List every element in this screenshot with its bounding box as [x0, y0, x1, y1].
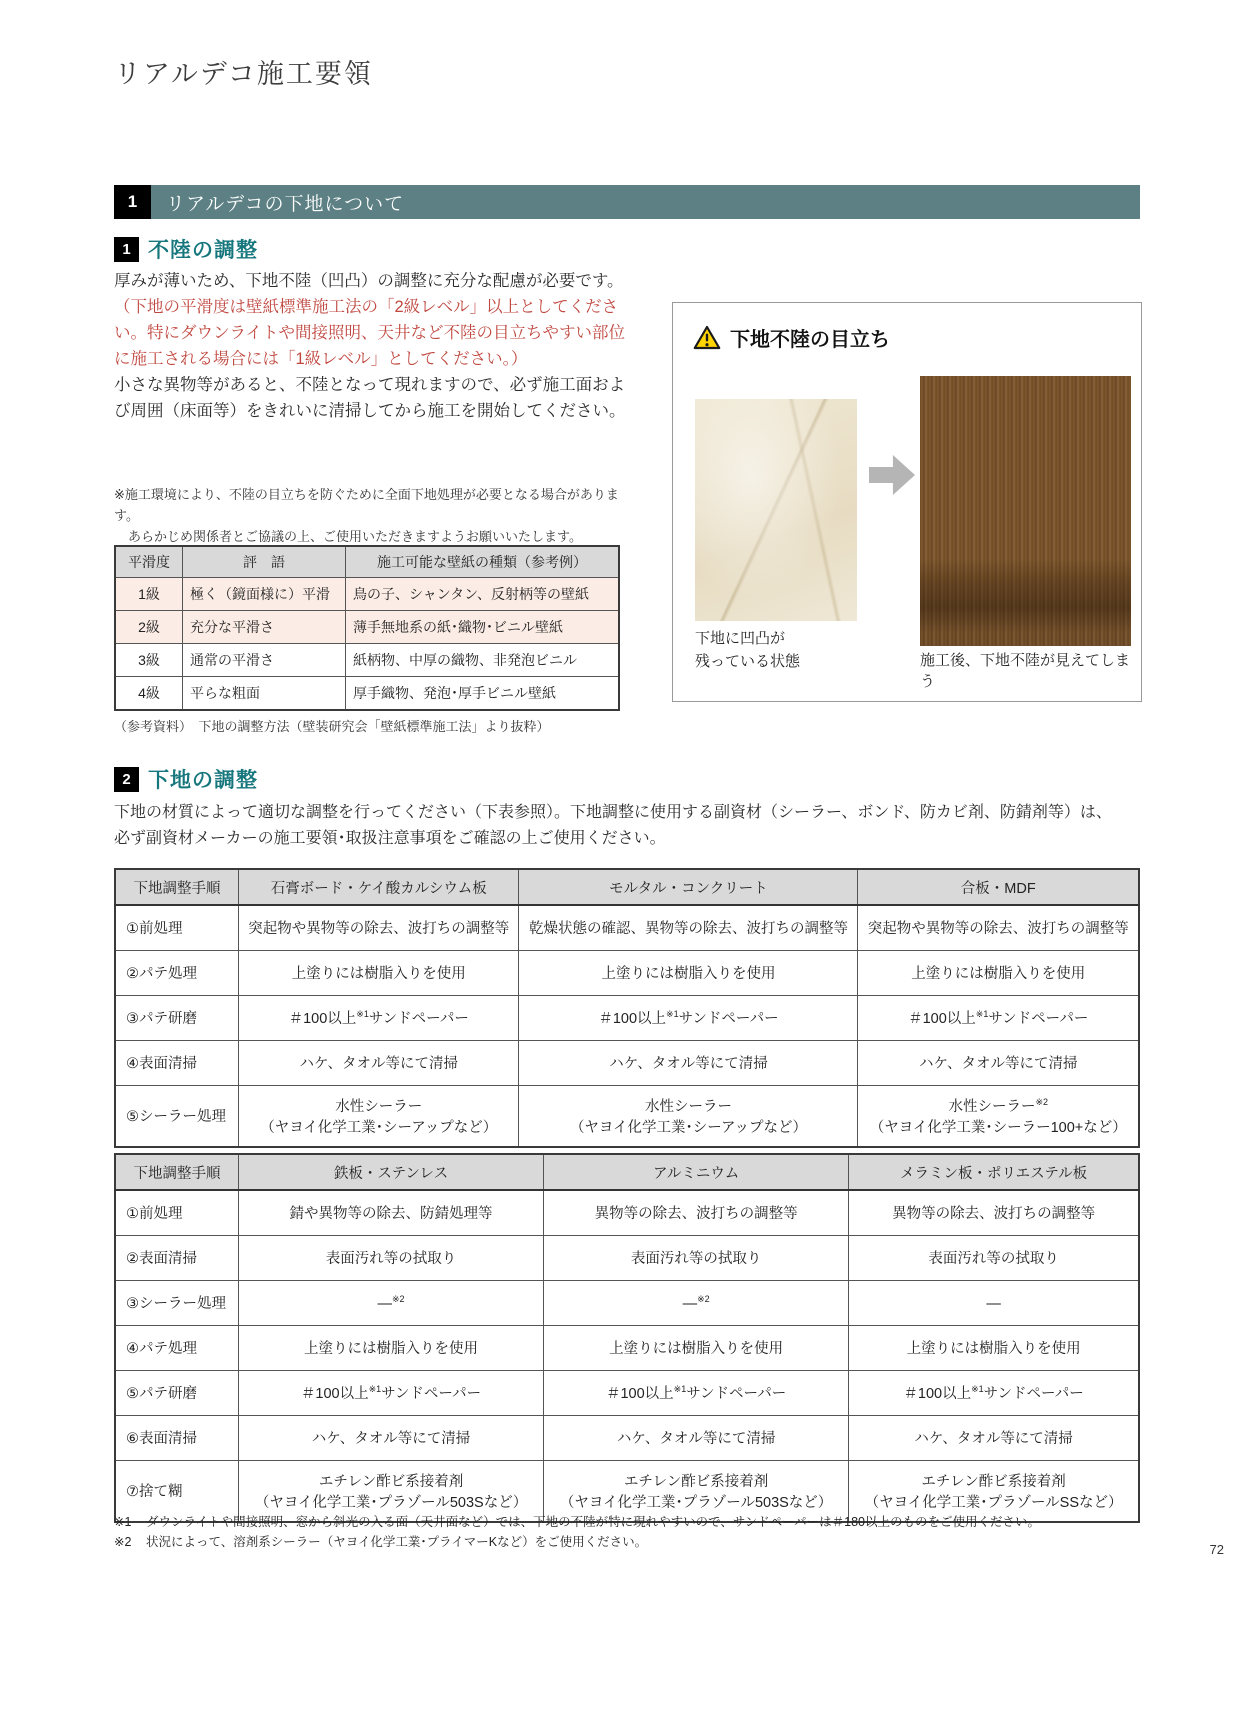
column-header: アルミニウム: [544, 1154, 849, 1190]
table-cell: 上塗りには樹脂入りを使用: [849, 1325, 1139, 1370]
table-cell: 異物等の除去、波打ちの調整等: [544, 1190, 849, 1235]
table-cell: 平らな粗面: [183, 677, 346, 711]
table-row: [115, 1085, 1139, 1147]
table-cell: 厚手織物、発泡･厚手ビニル壁紙: [346, 677, 620, 711]
right-photo-caption: 施工後、下地不陸が見えてしまう: [920, 652, 1131, 690]
substrate-adjust-intro: [114, 800, 1144, 852]
column-header: 鉄板・ステンレス: [239, 1154, 544, 1190]
table-cell: 鳥の子、シャンタン、反射柄等の壁紙: [346, 578, 620, 611]
column-header: 評 語: [183, 546, 346, 578]
table-cell: 紙柄物、中厚の織物、非発泡ビニル: [346, 644, 620, 677]
table-cell: ＃100以上$^{※1}$サンドペーパー: [858, 995, 1139, 1040]
footnote-line: [114, 1532, 1146, 1552]
column-header: モルタル・コンクリート: [519, 869, 858, 905]
section-number-badge: 1: [114, 185, 151, 219]
step-cell: ③パテ研磨: [115, 995, 239, 1040]
footnotes: [114, 1512, 1146, 1552]
finished-surface-photo: [920, 376, 1131, 646]
table-cell: —$^{※2}$: [544, 1280, 849, 1325]
column-header: 下地調整手順: [115, 869, 239, 905]
caption-line: 下地に凹凸が: [695, 630, 786, 647]
table-cell: 3級: [115, 644, 183, 677]
uneven-substrate-photo: [695, 399, 857, 621]
table-cell: —: [849, 1280, 1139, 1325]
table-row: [115, 1370, 1139, 1415]
table-cell: 上塗りには樹脂入りを使用: [239, 950, 519, 995]
table-row: [115, 905, 1139, 950]
table-cell: 異物等の除去、波打ちの調整等: [849, 1190, 1139, 1235]
step-cell: ②パテ処理: [115, 950, 239, 995]
table-cell: 水性シーラー （ヤヨイ化学工業･シーアップなど）: [519, 1085, 858, 1147]
table-cell: ＃100以上$^{※1}$サンドペーパー: [849, 1370, 1139, 1415]
table-cell: 2級: [115, 611, 183, 644]
column-header: 平滑度: [115, 546, 183, 578]
step-cell: ⑥表面清掃: [115, 1415, 239, 1460]
table-cell: —$^{※2}$: [239, 1280, 544, 1325]
column-header: 石膏ボード・ケイ酸カルシウム板: [239, 869, 519, 905]
callout-title: [693, 323, 890, 352]
table-row: [115, 1235, 1139, 1280]
table-cell: エチレン酢ビ系接着剤 （ヤヨイ化学工業･プラゾール503Sなど）: [544, 1460, 849, 1522]
step-cell: ④表面清掃: [115, 1040, 239, 1085]
table-row: [115, 611, 619, 644]
table-cell: ハケ、タオル等にて清掃: [858, 1040, 1139, 1085]
subsection-2-number-badge: 2: [114, 767, 139, 792]
table-cell: 水性シーラー （ヤヨイ化学工業･シーアップなど）: [239, 1085, 519, 1147]
column-header: メラミン板・ポリエステル板: [849, 1154, 1139, 1190]
table-row: [115, 677, 619, 711]
note-line: あらかじめ関係者とご協議の上、ご使用いただきますようお願いいたします。: [128, 529, 582, 544]
table-row: [115, 1415, 1139, 1460]
table-cell: 1級: [115, 578, 183, 611]
section-title: リアルデコの下地について: [151, 185, 1140, 219]
table-cell: ハケ、タオル等にて清掃: [519, 1040, 858, 1085]
column-header: 下地調整手順: [115, 1154, 239, 1190]
table-row: [115, 1325, 1139, 1370]
table-cell: ハケ、タオル等にて清掃: [544, 1415, 849, 1460]
subsection-2-heading: [114, 764, 258, 794]
page-number: 72: [1209, 1542, 1224, 1557]
step-cell: ①前処理: [115, 1190, 239, 1235]
step-cell: ④パテ処理: [115, 1325, 239, 1370]
table-row: [115, 578, 619, 611]
table-row: [115, 1190, 1139, 1235]
step-cell: ②表面清掃: [115, 1235, 239, 1280]
table-cell: ＃100以上$^{※1}$サンドペーパー: [239, 995, 519, 1040]
footnote-mark: ※1: [114, 1515, 132, 1529]
footnote-text: 状況によって、溶剤系シーラー（ヤヨイ化学工業･プライマーKなど）をご使用ください。: [146, 1535, 648, 1549]
column-header: 施工可能な壁紙の種類（参考例）: [346, 546, 620, 578]
reference-caption: （参考資料） 下地の調整方法（壁装研究会「壁紙標準施工法」より抜粋）: [114, 719, 550, 734]
footnote-line: [114, 1512, 1146, 1532]
unevenness-example-box: [672, 302, 1142, 702]
table-row: [115, 1280, 1139, 1325]
right-arrow-icon: [869, 455, 915, 495]
table-cell: エチレン酢ビ系接着剤 （ヤヨイ化学工業･プラゾール503Sなど）: [239, 1460, 544, 1522]
table-cell: 薄手無地系の紙･織物･ビニル壁紙: [346, 611, 620, 644]
intro-line: 下地の材質によって適切な調整を行ってください（下表参照）。下地調整に使用する副資材（シーラー、ボンド、防カビ剤、防錆剤等）は、: [114, 804, 1112, 821]
table-header-row: [115, 869, 1139, 905]
table-cell: 上塗りには樹脂入りを使用: [239, 1325, 544, 1370]
table-cell: 突起物や異物等の除去、波打ちの調整等: [858, 905, 1139, 950]
step-cell: ①前処理: [115, 905, 239, 950]
subsection-1-number-badge: 1: [114, 237, 139, 262]
table-cell: 4級: [115, 677, 183, 711]
table-cell: エチレン酢ビ系接着剤 （ヤヨイ化学工業･プラゾールSSなど）: [849, 1460, 1139, 1522]
table-cell: 極く（鏡面様に）平滑: [183, 578, 346, 611]
table-cell: ハケ、タオル等にて清掃: [239, 1415, 544, 1460]
smoothness-grade-table: [114, 545, 620, 711]
table-cell: ハケ、タオル等にて清掃: [849, 1415, 1139, 1460]
table-cell: 錆や異物等の除去、防錆処理等: [239, 1190, 544, 1235]
table-cell: ＃100以上$^{※1}$サンドペーパー: [239, 1370, 544, 1415]
left-photo-caption: [695, 627, 800, 673]
table-cell: 突起物や異物等の除去、波打ちの調整等: [239, 905, 519, 950]
table-cell: 通常の平滑さ: [183, 644, 346, 677]
table-row: [115, 1040, 1139, 1085]
subsection-1-title: 不陸の調整: [148, 239, 258, 262]
footnote-text: ダウンライトや間接照明、窓から斜光の入る面（天井面など）では、下地の不陸が特に現れやすいので、サンドペーパーは＃180以上のものをご使用ください。: [146, 1515, 1040, 1529]
step-cell: ⑤シーラー処理: [115, 1085, 239, 1147]
table-cell: 上塗りには樹脂入りを使用: [858, 950, 1139, 995]
page-title: リアルデコ施工要領: [114, 59, 373, 89]
table-cell: 上塗りには樹脂入りを使用: [544, 1325, 849, 1370]
step-cell: ③シーラー処理: [115, 1280, 239, 1325]
table-row: [115, 995, 1139, 1040]
subsection-2-title: 下地の調整: [148, 769, 258, 792]
footnote-mark: ※2: [114, 1535, 132, 1549]
table-cell: 表面汚れ等の拭取り: [239, 1235, 544, 1280]
caption-line: 残っている状態: [695, 653, 801, 670]
warning-icon: [693, 325, 721, 350]
paragraph: 小さな異物等があると、不陸となって現れますので、必ず施工面および周囲（床面等）をきれいに清掃してから施工を開始してください。: [114, 376, 626, 420]
table-cell: 充分な平滑さ: [183, 611, 346, 644]
table-header-row: [115, 546, 619, 578]
procedure-table-metals: [114, 1153, 1140, 1523]
paragraph: 厚みが薄いため、下地不陸（凹凸）の調整に充分な配慮が必要です。: [114, 272, 624, 290]
environment-note: [114, 484, 630, 547]
table-cell: 表面汚れ等の拭取り: [544, 1235, 849, 1280]
table-cell: 乾燥状態の確認、異物等の除去、波打ちの調整等: [519, 905, 858, 950]
caution-paragraph: （下地の平滑度は壁紙標準施工法の「2級レベル」以上としてください。特にダウンライトや間接照明、天井など不陸の目立ちやすい部位に施工される場合には「1級レベル」としてください。）: [114, 298, 626, 368]
section-banner: [114, 185, 1140, 219]
intro-line: 必ず副資材メーカーの施工要領･取扱注意事項をご確認の上ご使用ください。: [114, 830, 666, 847]
procedure-table-boards: [114, 868, 1140, 1148]
note-line: ※施工環境により、不陸の目立ちを防ぐために全面下地処理が必要となる場合があります。: [114, 487, 619, 523]
table-header-row: [115, 1154, 1139, 1190]
column-header: 合板・MDF: [858, 869, 1139, 905]
table-cell: 上塗りには樹脂入りを使用: [519, 950, 858, 995]
table-cell: 水性シーラー$^{※2}$ （ヤヨイ化学工業･シーラー100+など）: [858, 1085, 1139, 1147]
table-row: [115, 644, 619, 677]
table-cell: ハケ、タオル等にて清掃: [239, 1040, 519, 1085]
unevenness-body-text: [114, 268, 630, 424]
table-cell: ＃100以上$^{※1}$サンドペーパー: [544, 1370, 849, 1415]
table-cell: 表面汚れ等の拭取り: [849, 1235, 1139, 1280]
step-cell: ⑤パテ研磨: [115, 1370, 239, 1415]
callout-title-text: 下地不陸の目立ち: [730, 329, 890, 351]
table-row: [115, 950, 1139, 995]
step-cell: ⑦捨て糊: [115, 1460, 239, 1522]
table-cell: ＃100以上$^{※1}$サンドペーパー: [519, 995, 858, 1040]
subsection-1-heading: [114, 234, 258, 264]
